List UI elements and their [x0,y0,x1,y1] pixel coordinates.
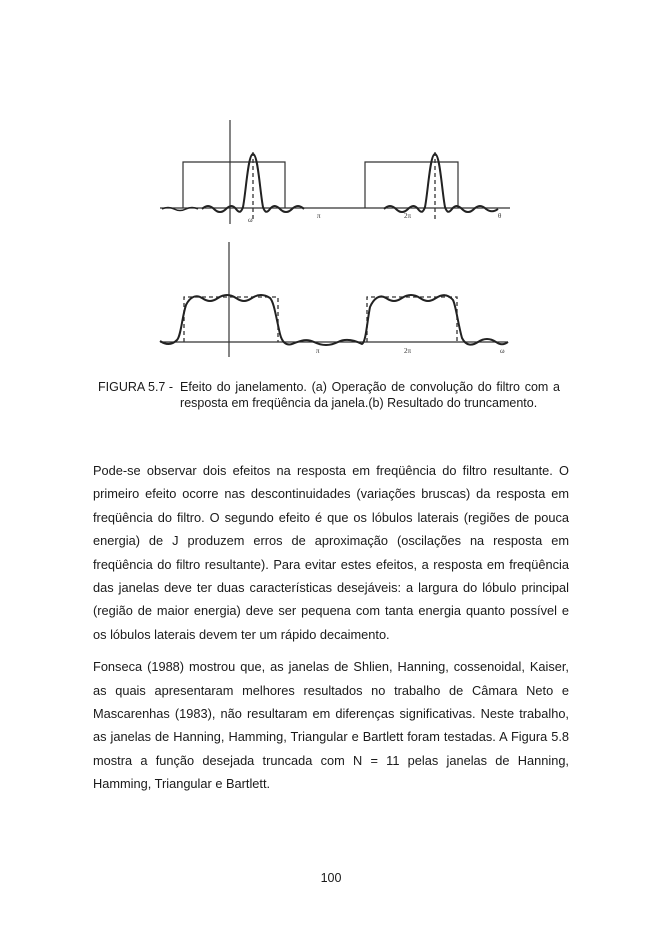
tick-2pi-a: 2π [404,212,412,220]
tick-2pi-b: 2π [404,347,412,355]
tick-omega-b: ω [500,347,505,355]
tick-pi-b: π [316,347,320,355]
windowing-figure [140,112,520,370]
paragraph-2: Fonseca (1988) mostrou que, as janelas de Shlien, Hanning, cossenoidal, Kaiser, as quais apresentaram melhores resultados no trabalho de Câmara Neto e Mascarenhas (1983), não resultaram em diferenças significativas. Neste trabalho, as janelas de Hanning, Hamming, Triangular e Bartlett foram testadas. A Figura 5.8 mostra a função desejada truncada com N = 11 pelas janelas de Hanning, Hamming, Triangular e Bartlett. [93,659,569,792]
panel-a [160,120,510,224]
panel-b [160,242,508,357]
figure-caption [98,380,560,411]
tick-theta-a: θ [498,212,502,220]
panel-b-ideal-response-2 [367,297,457,342]
panel-b-ideal-response-1 [184,297,278,342]
panel-b-truncated-response [160,295,508,345]
tick-omega-a: ω [248,216,253,224]
page-number: 100 [320,871,342,885]
paragraph-1: Pode-se observar dois efeitos na resposta em freqüência do filtro resultante. O primeiro efeito ocorre nas descontinuidades (variações bruscas) da resposta em freqüência do filtro. O segundo efeito é que os lóbulos laterais (regiões de pouca energia) de J produzem erros de aproximação (oscilações na resposta em freqüência do filtro resultante). Para evitar estes efeitos, a resposta em freqüência das janelas deve ter duas características desejáveis: a largura do lóbulo principal (região de maior energia) deve ser pequena com tanta energia quanto possível e os lóbulos laterais devem ter um rápido decaimento. [93,463,569,642]
panel-a-window-kernel-2 [384,154,498,212]
panel-a-ideal-response-1 [183,162,285,208]
body-text [93,459,569,805]
caption-label: FIGURA 5.7 - [98,380,174,394]
windowing-plot [140,112,520,370]
caption-text: Efeito do janelamento. (a) Operação de convolução do filtro com a resposta em freqüência da janela.(b) Resultado do truncamento. [180,380,560,410]
tick-pi-a: π [317,212,321,220]
